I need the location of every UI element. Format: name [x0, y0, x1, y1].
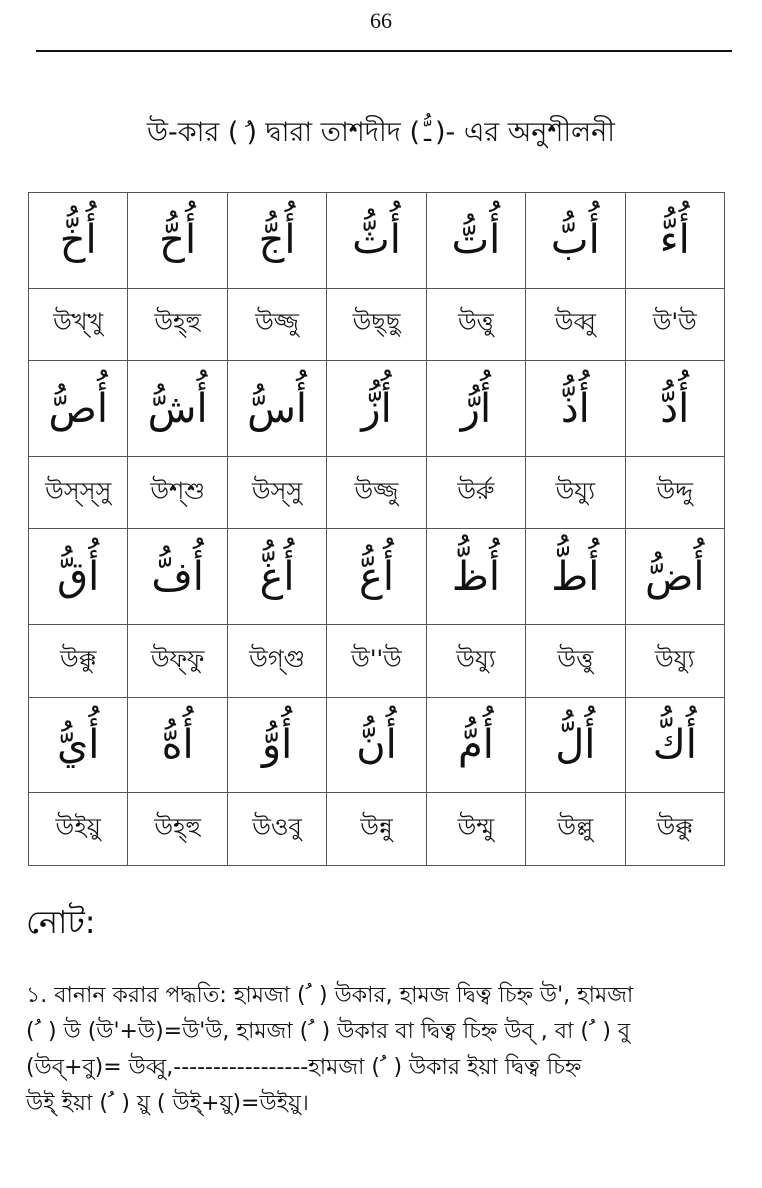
arabic-cell: أُبُّ: [526, 193, 625, 289]
arabic-cell: أُذُّ: [526, 361, 625, 457]
arabic-cell: أُهُّ: [128, 697, 227, 793]
transliteration-row: [29, 793, 725, 866]
transliteration-row: [29, 456, 725, 529]
arabic-row: [29, 361, 725, 457]
transliteration-cell: উহ্হু: [128, 793, 227, 866]
arabic-cell: أُصُّ: [29, 361, 128, 457]
arabic-cell: أُعُّ: [327, 529, 426, 625]
transliteration-cell: উইয়ু: [29, 793, 128, 866]
transliteration-cell: উম্মু: [426, 793, 525, 866]
transliteration-cell: উশ্শু: [128, 456, 227, 529]
arabic-cell: أُثُّ: [327, 193, 426, 289]
arabic-cell: أُجُّ: [227, 193, 326, 289]
arabic-cell: أُتُّ: [426, 193, 525, 289]
arabic-cell: أُسُّ: [227, 361, 326, 457]
transliteration-cell: উস্স্সু: [29, 456, 128, 529]
transliteration-cell: উখ্খু: [29, 288, 128, 361]
note-heading: নোট:: [26, 903, 96, 941]
arabic-cell: أُظُّ: [426, 529, 525, 625]
dammah-shadda-mark: ـُّ: [423, 119, 432, 147]
header-rule: [36, 50, 732, 52]
arabic-row: [29, 529, 725, 625]
arabic-cell: أُرُّ: [426, 361, 525, 457]
transliteration-cell: উত্তু: [426, 288, 525, 361]
transliteration-cell: উস্সু: [227, 456, 326, 529]
transliteration-cell: উয্যু: [426, 625, 525, 698]
note-line: ( ُ ) উ (উ'+উ)=উ'উ, হামজা ( ُ ) উকার বা দ্বিত্ব চিহ্ন উব্ , বা ( ُ ) বু: [26, 1019, 631, 1044]
arabic-cell: أُزُّ: [327, 361, 426, 457]
transliteration-cell: উক্কু: [625, 793, 724, 866]
transliteration-cell: উদ্দু: [625, 456, 724, 529]
transliteration-cell: উ'উ: [625, 288, 724, 361]
arabic-cell: أُقُّ: [29, 529, 128, 625]
arabic-row: [29, 193, 725, 289]
arabic-cell: أُطُّ: [526, 529, 625, 625]
transliteration-cell: উর্রু: [426, 456, 525, 529]
transliteration-cell: উহ্হু: [128, 288, 227, 361]
title-text-part3: )- এর অনুশীলনী: [435, 117, 616, 148]
arabic-cell: أُنُّ: [327, 697, 426, 793]
transliteration-cell: উছ্ছু: [327, 288, 426, 361]
arabic-cell: أُكُّ: [625, 697, 724, 793]
transliteration-cell: উয্যু: [526, 456, 625, 529]
transliteration-cell: উওবু: [227, 793, 326, 866]
transliteration-row: [29, 288, 725, 361]
transliteration-cell: উল্লু: [526, 793, 625, 866]
arabic-cell: أُوُّ: [227, 697, 326, 793]
transliteration-cell: উফ্ফু: [128, 625, 227, 698]
transliteration-cell: উ''উ: [327, 625, 426, 698]
transliteration-cell: উক্কু: [29, 625, 128, 698]
page-number: 66: [370, 8, 392, 33]
transliteration-row: [29, 625, 725, 698]
transliteration-cell: উগ্গু: [227, 625, 326, 698]
arabic-cell: أُخُّ: [29, 193, 128, 289]
arabic-cell: أُمُّ: [426, 697, 525, 793]
transliteration-cell: উত্তু: [526, 625, 625, 698]
note-body: [26, 978, 746, 1122]
arabic-cell: أُغُّ: [227, 529, 326, 625]
arabic-cell: أُءُّ: [625, 193, 724, 289]
transliteration-cell: উয্যু: [625, 625, 724, 698]
note-line: (উব্+বু)= উব্বু,-----------------হামজা ( ُ ) উকার ইয়া দ্বিত্ব চিহ্ন: [26, 1055, 582, 1080]
arabic-cell: أُحُّ: [128, 193, 227, 289]
note-line: ১. বানান করার পদ্ধতি: হামজা ( ُ ) উকার, হামজ দ্বিত্ব চিহ্ন উ', হামজা: [26, 983, 634, 1008]
letter-grid: [28, 192, 725, 866]
arabic-cell: أُفُّ: [128, 529, 227, 625]
transliteration-cell: উজ্জু: [227, 288, 326, 361]
arabic-cell: أُدُّ: [625, 361, 724, 457]
arabic-cell: أُيُّ: [29, 697, 128, 793]
note-line: উই্ ইয়া ( ُ ) য়ু ( উই্+য়ু)=উইয়ু।: [26, 1091, 309, 1116]
exercise-title: [20, 112, 742, 157]
title-text-part1: উ-কার (: [146, 117, 239, 148]
arabic-cell: أُضُّ: [625, 529, 724, 625]
arabic-cell: أُشُّ: [128, 361, 227, 457]
arabic-cell: أُلُّ: [526, 697, 625, 793]
transliteration-cell: উন্নু: [327, 793, 426, 866]
arabic-row: [29, 697, 725, 793]
transliteration-cell: উজ্জু: [327, 456, 426, 529]
title-text-part2: ) দ্বারা তাশদীদ (: [246, 117, 420, 148]
transliteration-cell: উব্বু: [526, 288, 625, 361]
